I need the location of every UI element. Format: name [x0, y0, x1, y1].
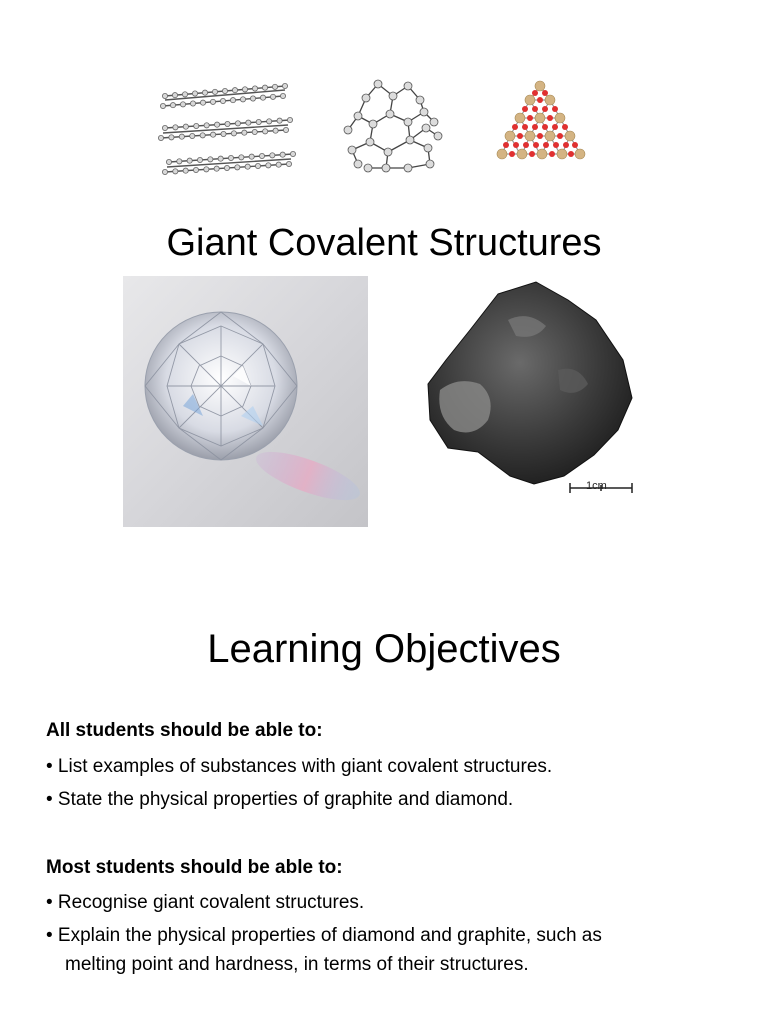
objectives-title: Learning Objectives [207, 627, 561, 671]
section-heading-most: Most students should be able to: [46, 857, 343, 878]
list-item-continuation: melting point and hardness, in terms of their structures. [65, 954, 529, 975]
scale-label: 1cm [586, 480, 607, 492]
graphite-photo [418, 280, 643, 502]
diamond-photo [123, 276, 368, 527]
silica-lattice-image [494, 80, 586, 164]
page-title: Giant Covalent Structures [166, 222, 602, 264]
section-heading-all: All students should be able to: [46, 720, 323, 741]
objectives-list-most [46, 886, 736, 981]
list-item: • Recognise giant covalent structures. [46, 892, 365, 913]
list-item: • Explain the physical properties of diamond and graphite, such as [46, 925, 602, 946]
graphite-structure-image [155, 78, 300, 180]
objectives-list-all [46, 750, 736, 816]
list-item: • List examples of substances with giant covalent structures. [46, 756, 553, 777]
diamond-lattice-image [338, 76, 448, 176]
list-item: • State the physical properties of graphite and diamond. [46, 789, 514, 810]
